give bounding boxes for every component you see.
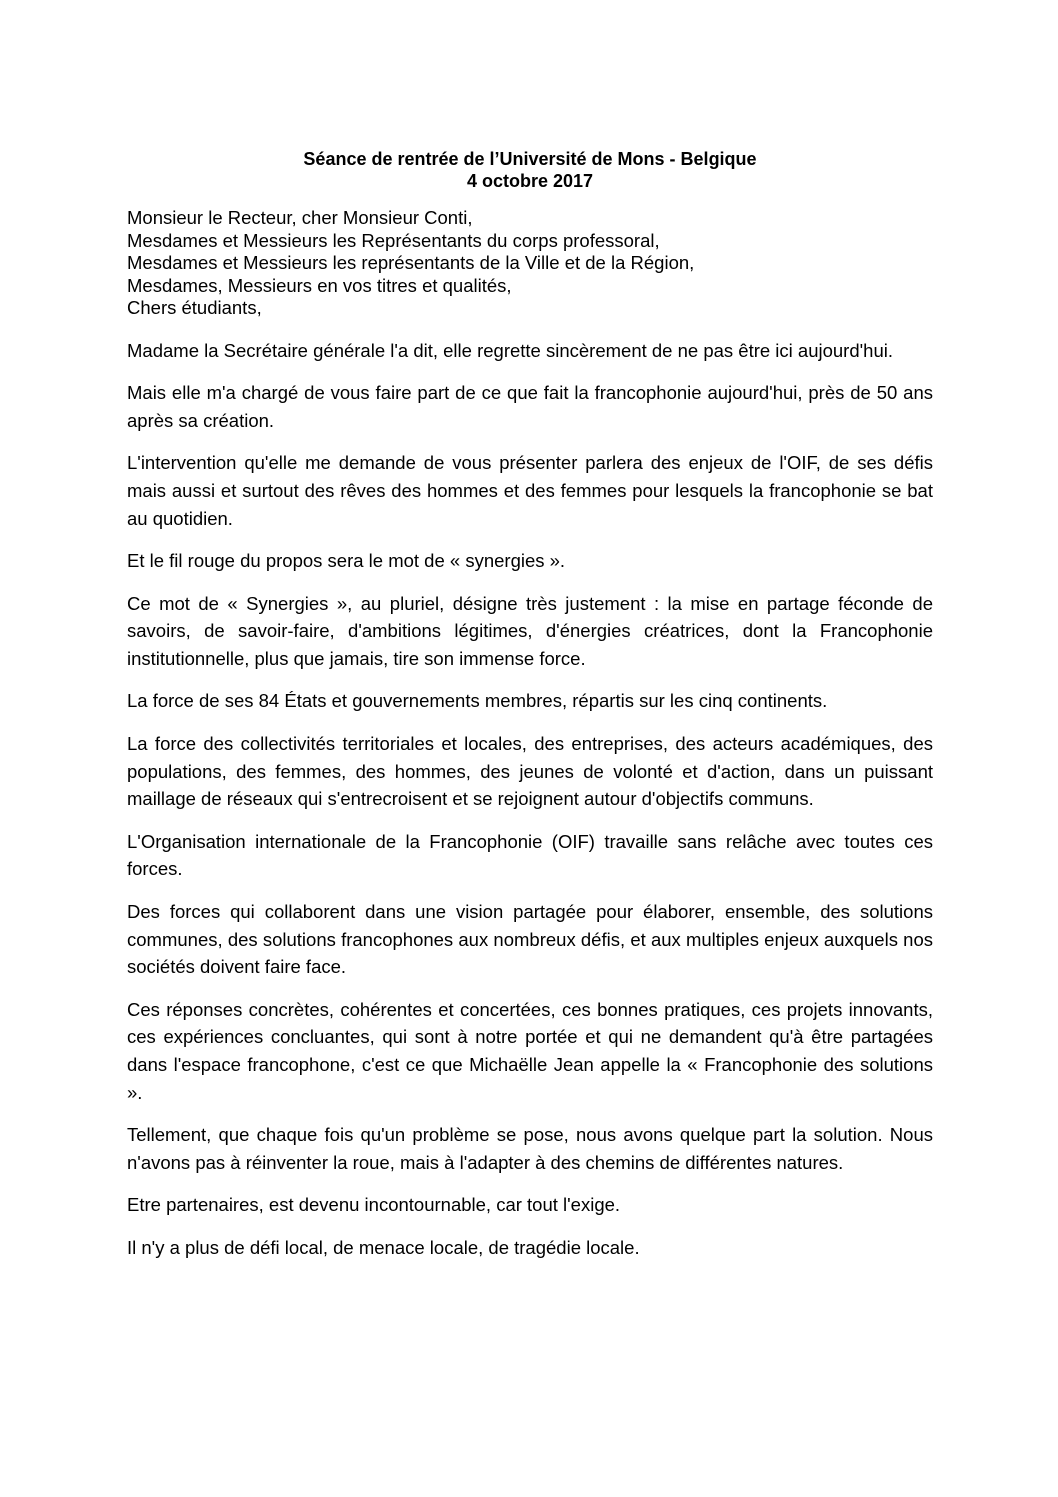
paragraph: Des forces qui collaborent dans une vision partagée pour élaborer, ensemble, des solutions communes, des solutions francophones aux nombreux défis, et aux multiples enjeux auxquels nos sociétés doivent faire face. (127, 900, 933, 978)
paragraph: Mais elle m'a chargé de vous faire part de ce que fait la francophonie aujourd'hui, près de 50 ans après sa création. (127, 382, 933, 432)
paragraph: Etre partenaires, est devenu incontournable, car tout l'exige. (127, 1194, 621, 1216)
paragraph: L'Organisation internationale de la Francophonie (OIF) travaille sans relâche avec toutes ces forces. (127, 830, 933, 880)
paragraph: La force des collectivités territoriales et locales, des entreprises, des acteurs académiques, des populations, des femmes, des hommes, des jeunes de volonté et d'action, dans un puissant maillage de réseaux qui s'entrecroisent et se rejoignent autour d'objectifs communs. (127, 732, 933, 810)
paragraph: Tellement, que chaque fois qu'un problème se pose, nous avons quelque part la solution. Nous n'avons pas à réinventer la roue, mais à l'adapter à des chemins de différentes natures. (127, 1124, 933, 1174)
paragraph: Il n'y a plus de défi local, de menace locale, de tragédie locale. (127, 1236, 640, 1258)
paragraph: Ce mot de « Synergies », au pluriel, désigne très justement : la mise en partage féconde de savoirs, de savoir-faire, d'ambitions légitimes, d'énergies créatrices, dont la Francophonie institutionnelle, plus que jamais, tire son immense force. (127, 592, 933, 670)
document-title (127, 148, 933, 192)
salutation-block (127, 207, 933, 320)
document-page (127, 148, 933, 1276)
paragraph: Ces réponses concrètes, cohérentes et concertées, ces bonnes pratiques, ces projets innovants, ces expériences concluantes, qui sont à notre portée et qui ne demandent qu'à être partagées dans l'espace francophone, c'est ce que Michaëlle Jean appelle la « Francophonie des solutions ». (127, 998, 933, 1103)
salutation-line: Monsieur le Recteur, cher Monsieur Conti, (127, 207, 473, 228)
salutation-line: Chers étudiants, (127, 297, 262, 319)
salutation-line: Mesdames et Messieurs les Représentants du corps professoral, (127, 229, 660, 251)
date-line: 4 octobre 2017 (466, 171, 594, 191)
title-line: Séance de rentrée de l’Université de Mons - Belgique (303, 149, 757, 169)
salutation-line: Mesdames et Messieurs les représentants de la Ville et de la Région, (127, 252, 695, 274)
paragraph: Et le fil rouge du propos sera le mot de « synergies ». (127, 550, 566, 572)
salutation-line: Mesdames, Messieurs en vos titres et qualités, (127, 274, 512, 296)
paragraph: Madame la Secrétaire générale l'a dit, elle regrette sincèrement de ne pas être ici aujourd'hui. (127, 339, 893, 361)
paragraph: La force de ses 84 États et gouvernements membres, répartis sur les cinq continents. (127, 690, 828, 712)
paragraph: L'intervention qu'elle me demande de vous présenter parlera des enjeux de l'OIF, de ses défis mais aussi et surtout des rêves des hommes et des femmes pour lesquels la francophonie se bat au quotidien. (127, 452, 933, 529)
